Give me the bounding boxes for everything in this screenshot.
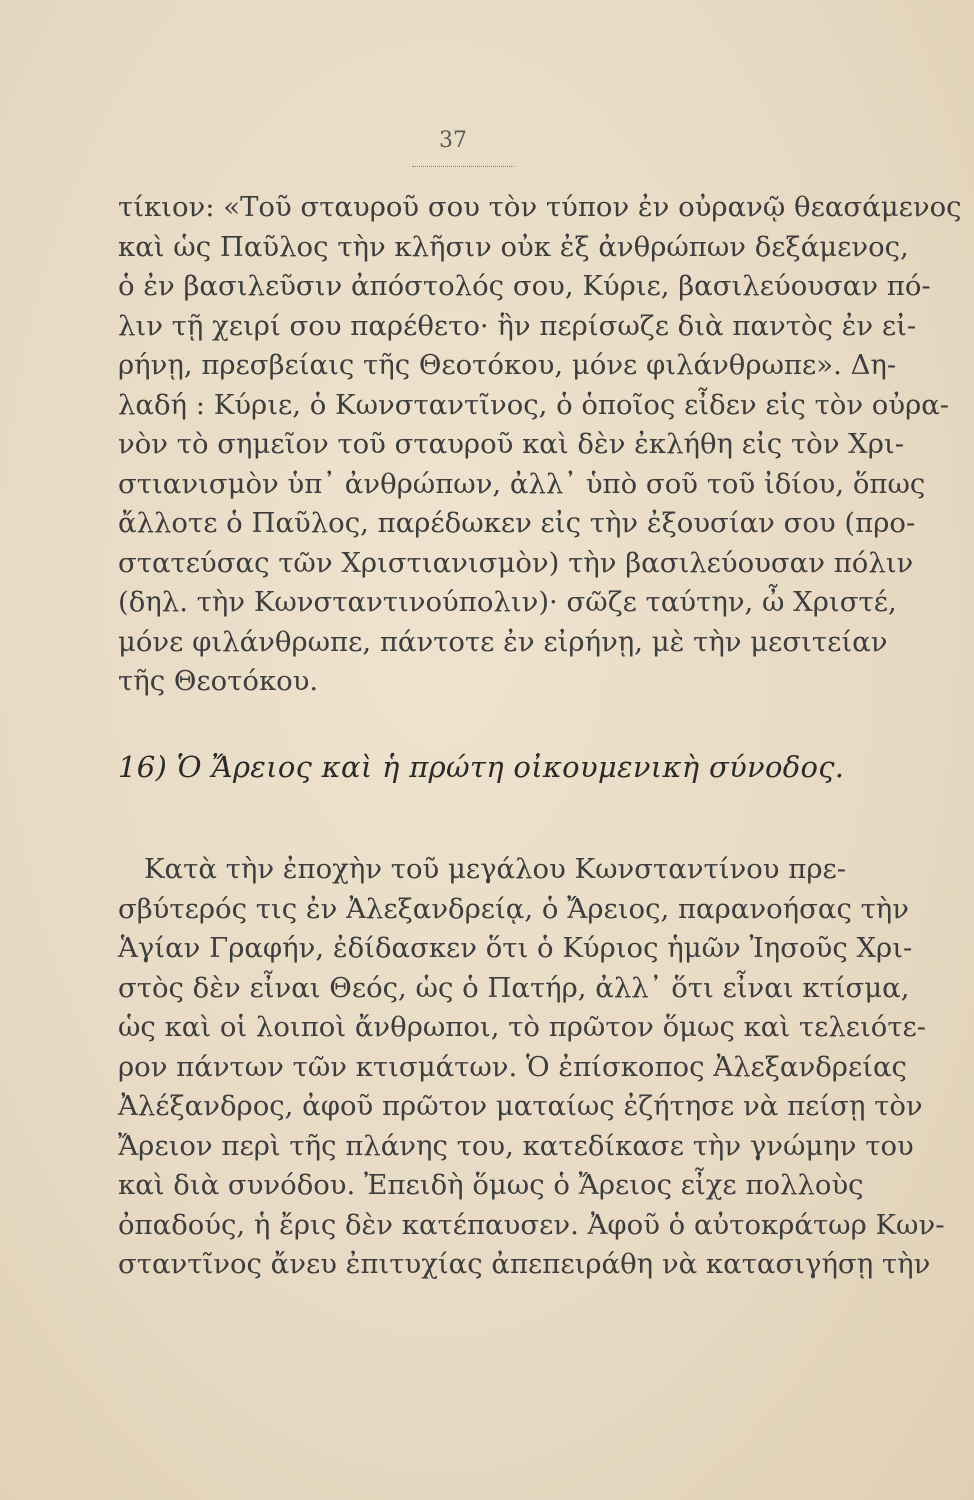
text-line: στατεύσας τῶν Χριστιανισμὸν) τὴν βασιλεύουσαν πόλιν: [118, 546, 914, 579]
paragraph-1: [118, 188, 962, 702]
text-line: (δηλ. τὴν Κωνσταντινούπολιν)· σῶζε ταύτην, ὦ Χριστέ,: [118, 586, 897, 618]
text-line: Κατὰ τὴν ἐποχὴν τοῦ μεγάλου Κωνσταντίνου πρε-: [144, 853, 847, 885]
text-line: στιανισμὸν ὑπ᾽ ἀνθρώπων, ἀλλ᾽ ὑπὸ σοῦ τοῦ ἰδίου, ὅπως: [118, 467, 926, 500]
page-number: 37: [439, 128, 467, 153]
text-line: νὸν τὸ σημεῖον τοῦ σταυροῦ καὶ δὲν ἐκλήθη εἰς τὸν Χρι-: [118, 428, 904, 460]
text-line: σβύτερός τις ἐν Ἀλεξανδρείᾳ, ὁ Ἄρειος, παρανοήσας τὴν: [118, 892, 909, 925]
text-line: Ἄρειον περὶ τῆς πλάνης του, κατεδίκασε τὴν γνώμην του: [118, 1129, 914, 1162]
text-line: Ἁγίαν Γραφήν, ἐδίδασκεν ὅτι ὁ Κύριος ἡμῶν Ἰησοῦς Χρι-: [118, 932, 913, 964]
text-line: τῆς Θεοτόκου.: [118, 665, 319, 697]
page-number-rule: [412, 166, 514, 167]
text-line: ὡς καὶ οἱ λοιποὶ ἄνθρωποι, τὸ πρῶτον ὅμως καὶ τελειότε-: [118, 1011, 927, 1043]
text-line: ὀπαδούς, ἡ ἔρις δὲν κατέπαυσεν. Ἀφοῦ ὁ αὐτοκράτωρ Κων-: [118, 1208, 945, 1241]
text-line: ρήνῃ, πρεσβείαις τῆς Θεοτόκου, μόνε φιλάνθρωπε». Δη-: [118, 349, 897, 381]
text-line: καὶ ὡς Παῦλος τὴν κλῆσιν οὐκ ἐξ ἀνθρώπων δεξάμενος,: [118, 230, 909, 263]
paragraph-2: [118, 850, 945, 1285]
text-line: Ἀλέξανδρος, ἀφοῦ πρῶτον ματαίως ἐζήτησε νὰ πείσῃ τὸν: [118, 1090, 923, 1122]
section-heading: 16) Ὁ Ἄρειος καὶ ἡ πρώτη οἰκουμενικὴ σύνοδος.: [118, 750, 845, 784]
text-line: ὁ ἐν βασιλεῦσιν ἀπόστολός σου, Κύριε, βασιλεύουσαν πό-: [118, 270, 931, 302]
text-line: στὸς δὲν εἶναι Θεός, ὡς ὁ Πατήρ, ἀλλ᾽ ὅτι εἶναι κτίσμα,: [118, 971, 910, 1004]
text-line: λιν τῇ χειρί σου παρέθετο· ἣν περίσωζε διὰ παντὸς ἐν εἰ-: [118, 309, 917, 342]
text-line: λαδή : Κύριε, ὁ Κωνσταντῖνος, ὁ ὁποῖος εἶδεν εἰς τὸν οὐρα-: [118, 388, 950, 421]
text-line: σταντῖνος ἄνευ ἐπιτυχίας ἀπεπειράθη νὰ κατασιγήσῃ τὴν: [118, 1248, 931, 1280]
text-line: ρον πάντων τῶν κτισμάτων. Ὁ ἐπίσκοπος Ἀλεξανδρείας: [118, 1050, 907, 1083]
text-line: ἄλλοτε ὁ Παῦλος, παρέδωκεν εἰς τὴν ἐξουσίαν σου (προ-: [118, 507, 916, 539]
text-line: καὶ διὰ συνόδου. Ἐπειδὴ ὅμως ὁ Ἄρειος εἶχε πολλοὺς: [118, 1169, 864, 1201]
text-line: μόνε φιλάνθρωπε, πάντοτε ἐν εἰρήνῃ, μὲ τὴν μεσιτείαν: [118, 625, 888, 658]
text-line: τίκιον: «Τοῦ σταυροῦ σου τὸν τύπον ἐν οὐρανῷ θεασάμενος: [118, 191, 962, 223]
